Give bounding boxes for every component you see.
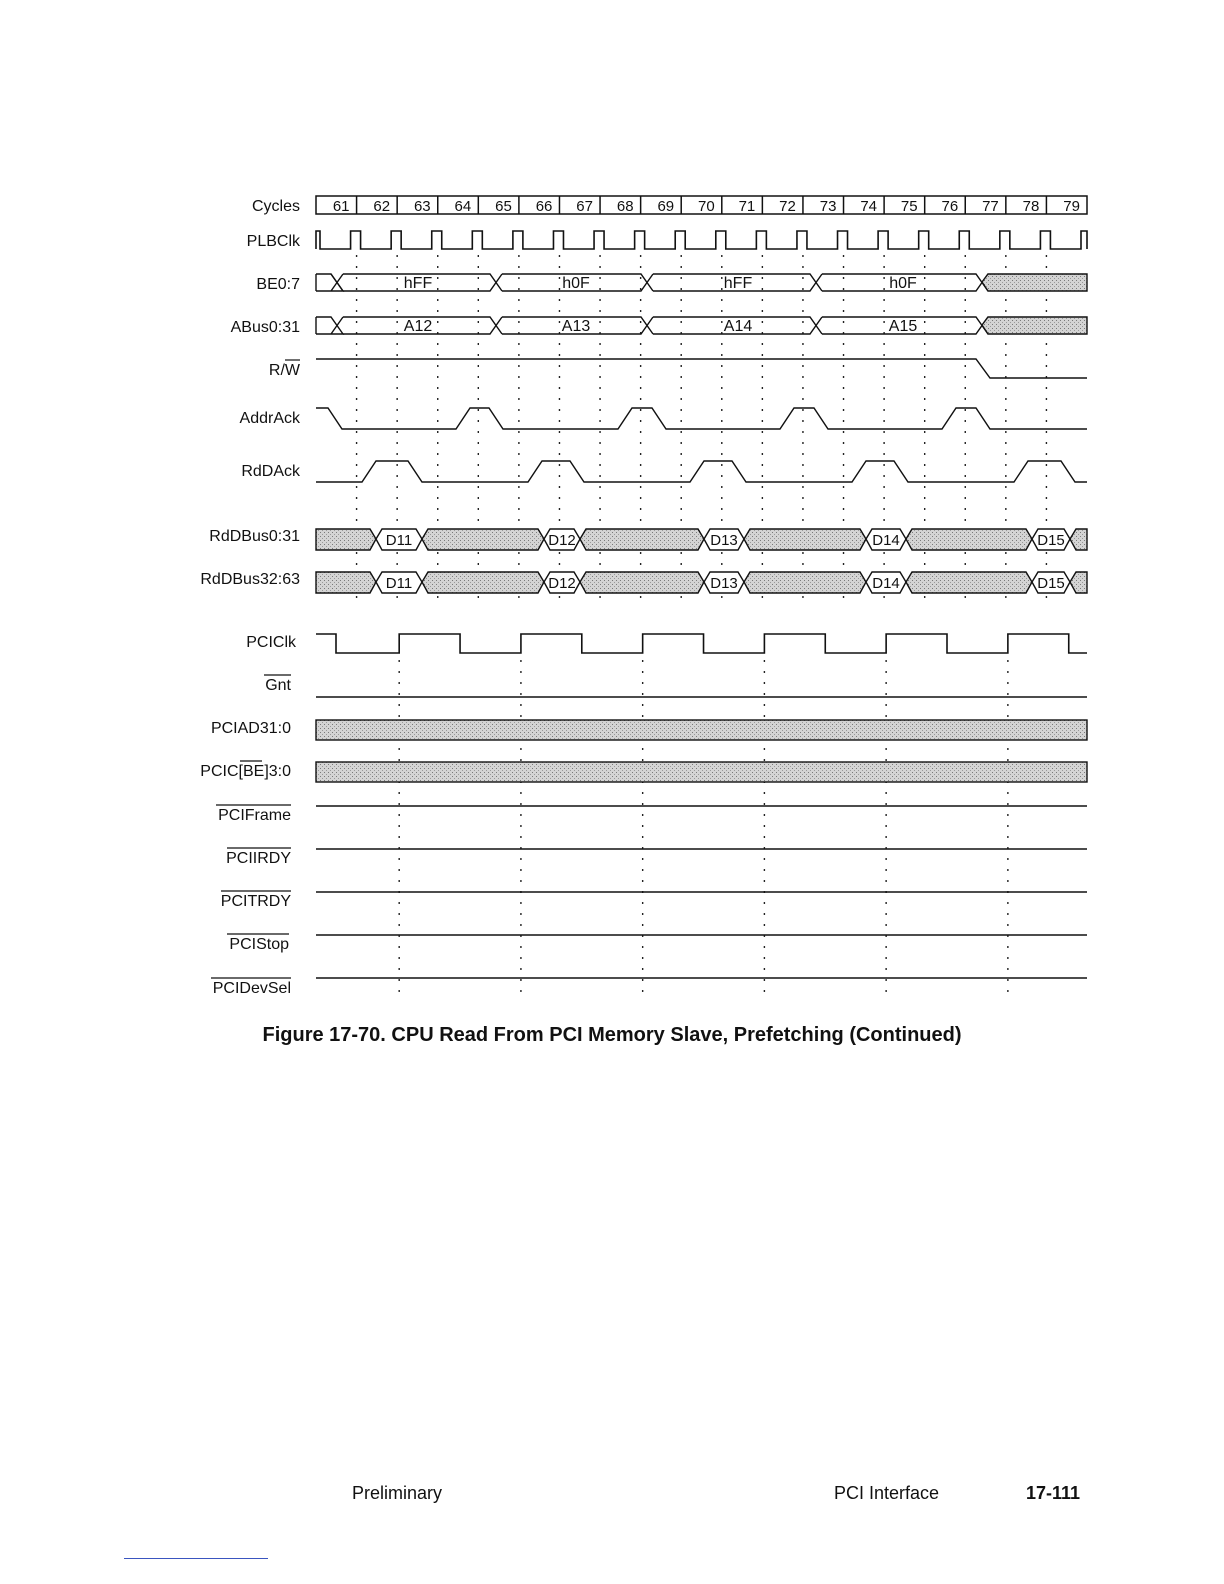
cycle-numbers (333, 198, 1080, 215)
label-pcitrdy: PCITRDY (220, 893, 291, 910)
footnote-rule (124, 1558, 268, 1559)
cycle-number: 75 (900, 198, 918, 215)
cycle-number: 74 (860, 198, 878, 215)
label-gnt: Gnt (265, 677, 291, 694)
footer-status: Preliminary (352, 1483, 443, 1503)
label-rddbus32: RdDBus32:63 (200, 571, 300, 588)
cycle-number: 69 (657, 198, 675, 215)
cycle-number: 73 (819, 198, 837, 215)
label-plbclk: PLBClk (246, 233, 300, 250)
pcic-waveform (316, 762, 1087, 782)
abus-value: A15 (888, 318, 918, 335)
label-rddbus0: RdDBus0:31 (209, 528, 300, 545)
be-value: hFF (723, 275, 753, 292)
pciclk-waveform (316, 634, 1087, 653)
footer-section: PCI Interface (834, 1483, 940, 1503)
cycle-number: 61 (332, 198, 350, 215)
cycle-number: 63 (413, 198, 431, 215)
abus-value: A14 (723, 318, 753, 335)
rddbus32-value: D15 (1037, 575, 1065, 592)
be-value: hFF (403, 275, 433, 292)
cycle-number: 71 (738, 198, 756, 215)
be-value: h0F (562, 275, 590, 292)
label-addrack: AddrAck (239, 410, 300, 427)
label-pcidevsel: PCIDevSel (212, 980, 291, 997)
be-value: h0F (889, 275, 917, 292)
rddbus0-value: D11 (385, 532, 413, 549)
rddack-waveform (316, 461, 1087, 482)
label-pciirdy: PCIIRDY (226, 850, 291, 867)
label-be: BE0:7 (256, 276, 300, 293)
rddbus32-value: D11 (385, 575, 413, 592)
cycle-number: 64 (454, 198, 472, 215)
rddbus0-value: D12 (548, 532, 576, 549)
cycle-number: 65 (495, 198, 512, 215)
label-pciad: PCIAD31:0 (210, 720, 291, 737)
cycle-number: 77 (982, 198, 999, 215)
abus-value: A13 (561, 318, 591, 335)
cycle-number: 79 (1063, 198, 1080, 215)
label-pciframe: PCIFrame (218, 807, 291, 824)
rddbus32-value: D12 (548, 575, 576, 592)
label-pcic: PCIC[BE]3:0 (200, 763, 291, 780)
cycle-number: 67 (576, 198, 593, 215)
page-number: 17-111 (1026, 1483, 1081, 1503)
label-abus: ABus0:31 (230, 319, 300, 336)
cycle-number: 62 (373, 198, 391, 215)
label-pciclk: PCIClk (246, 634, 296, 651)
cycle-number: 66 (535, 198, 553, 215)
cycle-number: 78 (1022, 198, 1040, 215)
rddbus0-value: D15 (1037, 532, 1065, 549)
label-pcistop: PCIStop (229, 936, 289, 953)
addrack-waveform (316, 408, 1087, 429)
abus-value: A12 (403, 318, 433, 335)
cycle-number: 76 (941, 198, 959, 215)
rddbus0-value: D13 (710, 532, 738, 549)
rddbus0-value: D14 (872, 532, 900, 549)
cycle-number: 72 (779, 198, 796, 215)
pciad-waveform (316, 720, 1087, 740)
rddbus32-value: D13 (710, 575, 738, 592)
rddbus32-waveform (316, 572, 1087, 593)
label-rw: R/W (268, 362, 300, 379)
rw-waveform (316, 359, 1087, 378)
plbclk-waveform (316, 231, 1087, 249)
rddbus32-value: D14 (872, 575, 900, 592)
cycles-label: Cycles (251, 198, 300, 215)
cycle-number: 70 (698, 198, 715, 215)
pci-cycle-guides (399, 660, 1008, 1000)
figure-caption: Figure 17-70. CPU Read From PCI Memory Slave, Prefetching (Continued) (262, 1024, 962, 1046)
cycle-number: 68 (616, 198, 634, 215)
label-rddack: RdDAck (241, 463, 300, 480)
rddbus0-waveform (316, 529, 1087, 550)
